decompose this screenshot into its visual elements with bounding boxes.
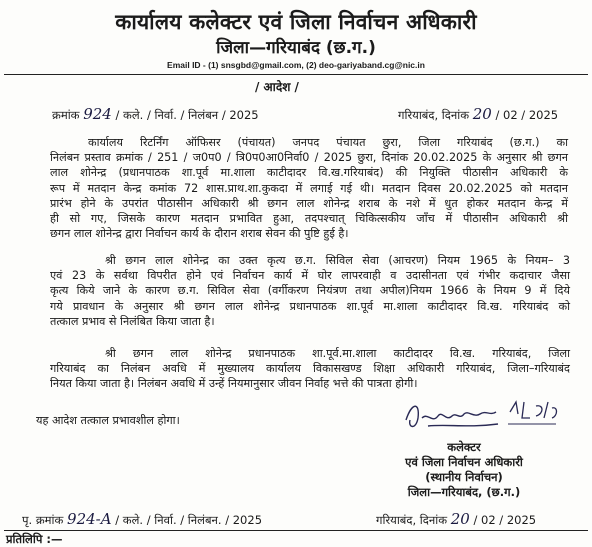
para2-line: गये प्रावधान के अनुसार श्री छगन लाल शोनेन्द्र प्रधानपाठक शा.पूर्व मा.शाला काटीदादर वि.ख. गरियाबंद को bbox=[50, 299, 570, 313]
endorsement-date bbox=[376, 510, 536, 528]
signature-local-election: (स्थानीय निर्वाचन) bbox=[425, 470, 503, 484]
para1-line: ही सो गए, जिसके कारण मतदान प्रभावित हुआ, तदपश्चात् चिकित्सकीय जाँच में पीठासीन अधिकारी श्री bbox=[50, 212, 568, 226]
copy-to-label: प्रतिलिपि :— bbox=[6, 532, 63, 546]
endorsement-number-handwritten: 924-A bbox=[67, 510, 112, 528]
signature-scribble bbox=[398, 384, 568, 442]
endorsement-date-day-handwritten: 20 bbox=[450, 510, 470, 528]
office-district: जिला—गरियाबंद (छ.ग.) bbox=[216, 38, 376, 58]
para3-line: श्री छगन लाल शोनेन्द्र प्रधानपाठक शा.पूर्व.मा.शाला काटीदादर वि.ख. गरियाबंद, जिला bbox=[105, 347, 570, 360]
para2-line: एवं 23 के सर्वथा विपरीत होने एवं निर्वाचन कार्य में घोर लापरवाही व उदासीनता एवं गंभीर कदाचार जैसा bbox=[50, 269, 570, 283]
endorsement-reference bbox=[22, 510, 262, 528]
paragraph-suspension-proposal bbox=[50, 135, 568, 241]
order-reference bbox=[52, 105, 259, 123]
date-label: गरियाबंद, दिनांक bbox=[398, 108, 470, 122]
para1-line: छगन लाल शोनेन्द्र द्वारा निर्वाचन कार्य के दौरान शराब सेवन की पुष्टि हुई है। bbox=[50, 227, 349, 241]
para1-line: निलंबन प्रस्ताव क्रमांक / 251 / ज0प0 / त्रि0प0आ0निर्वा0 / 2025 छुरा, दिनांक 20.02.2025 के अनुसार श्री छगन bbox=[50, 151, 568, 165]
para2-line: श्री छगन लाल शोनेन्द्र का उक्त कृत्य छ.ग. सिविल सेवा (आचरण) नियम 1965 के नियम– 3 bbox=[105, 254, 570, 267]
para1-line: प्रारंभ होने के उपरांत पीठासीन अधिकारी श्री छगन लाल शोनेन्द्र शराब के नशे में धुत होकर मतदान केन्द्र में bbox=[50, 196, 568, 210]
para1-line: रूप में मतदान केन्द्र कमांक 72 शास.प्राथ.शा.कुकदा में लगाई गई थी। मतदान दिवस 20.02.2025 को मतदान bbox=[50, 181, 568, 195]
signature-collector: कलेक्टर bbox=[447, 440, 481, 454]
date-rest: / 02 / 2025 bbox=[495, 108, 559, 122]
para2-line: कृत्य किये जाने के कारण छ.ग. सिविल सेवा (वर्गीकरण नियंत्रण तथा अपील)नियम 1966 के नियम 9 में दिये bbox=[50, 284, 570, 298]
office-title: कार्यालय कलेक्टर एवं जिला निर्वाचन अधिकारी bbox=[115, 10, 477, 34]
endorsement-date-rest: / 02 / 2025 bbox=[473, 513, 537, 527]
order-date bbox=[398, 105, 558, 123]
para1-line: लाल शोनेन्द्र (प्रधानपाठक शा.पूर्व मा.शाला काटीदादर वि.ख.गरियाबंद) की नियुक्ति पीठासीन अधिकारी के bbox=[50, 166, 568, 180]
reference-number-handwritten: 924 bbox=[83, 105, 112, 123]
header-rule bbox=[4, 74, 588, 75]
endorsement-prefix: पृ. क्रमांक bbox=[22, 513, 64, 527]
signature-election-officer: एवं जिला निर्वाचन अधिकारी bbox=[405, 455, 523, 469]
signature-designation bbox=[389, 440, 539, 500]
date-day-handwritten: 20 bbox=[472, 105, 492, 123]
paragraph-rule-violation bbox=[50, 253, 570, 329]
endorsement-suffix: / कले. / निर्वा. / निलंबन. / 2025 bbox=[115, 513, 263, 527]
para3-line: गरियाबंद का निलंबन अवधि में मुख्यालय कार्यालय विकासखण्ड शिक्षा अधिकारी गरियाबंद, जिला–गरियाबंद bbox=[50, 362, 570, 376]
para1-line: कार्यालय रिटर्निंग ऑफिसर (पंचायत) जनपद पंचायत छुरा, जिला गरियाबंद (छ.ग.) का bbox=[88, 136, 568, 149]
office-email: Email ID - (1) snsgbd@gmail.com, (2) deo-gariyaband.cg@nic.in bbox=[167, 60, 425, 70]
reference-suffix: / कले. / निर्वा. / निलंबन / 2025 bbox=[115, 108, 259, 122]
reference-prefix: क्रमांक bbox=[52, 108, 80, 122]
signature-district: जिला—गरियाबंद, (छ.ग.) bbox=[407, 485, 521, 499]
effective-statement: यह आदेश तत्काल प्रभावशील होगा। bbox=[36, 414, 180, 427]
order-heading: / आदेश / bbox=[255, 80, 299, 94]
endorsement-date-label: गरियाबंद, दिनांक bbox=[376, 513, 448, 527]
para3-line: नियत किया जाता है। निलंबन अवधि में उन्हें नियमानुसार जीवन निर्वाह भत्ते की पात्रता होगी। bbox=[50, 377, 418, 391]
endorsement-rule bbox=[4, 530, 588, 531]
para2-line: तत्काल प्रभाव से निलंबित किया जाता है। bbox=[50, 314, 215, 328]
